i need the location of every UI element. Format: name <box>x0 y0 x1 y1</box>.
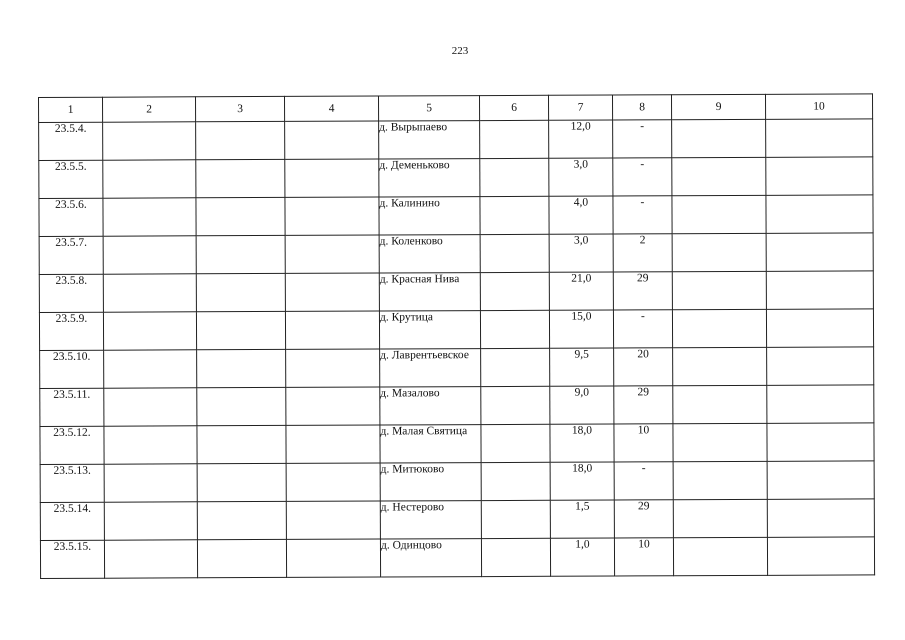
empty-cell <box>286 539 380 577</box>
empty-cell <box>672 119 766 157</box>
column-header-1: 1 <box>39 97 103 122</box>
empty-cell <box>286 501 380 539</box>
settlement-name: д. Коленково <box>379 235 480 273</box>
empty-cell <box>766 157 873 195</box>
row-number: 23.5.14. <box>40 502 104 540</box>
empty-cell <box>672 233 766 271</box>
empty-cell <box>286 425 380 463</box>
column-header-10: 10 <box>765 94 872 119</box>
empty-cell <box>103 274 196 312</box>
column-8-value: 2 <box>613 234 672 272</box>
row-number: 23.5.8. <box>39 274 103 312</box>
column-8-value: 10 <box>614 424 673 462</box>
table-row <box>40 461 874 503</box>
column-header-3: 3 <box>196 96 285 121</box>
settlements-table <box>38 93 875 579</box>
column-7-value: 3,0 <box>549 158 613 196</box>
column-7-value: 3,0 <box>549 234 613 272</box>
table-row <box>39 271 873 313</box>
empty-cell <box>197 349 286 387</box>
column-8-value: - <box>613 120 672 158</box>
empty-cell <box>286 387 380 425</box>
column-7-value: 18,0 <box>550 424 614 462</box>
column-8-value: - <box>614 462 673 500</box>
empty-cell <box>766 271 873 309</box>
empty-cell <box>672 309 766 347</box>
column-8-value: 29 <box>614 500 673 538</box>
empty-cell <box>104 540 197 578</box>
empty-cell <box>481 538 550 576</box>
settlement-name: д. Деменьково <box>379 159 480 197</box>
empty-cell <box>673 347 767 385</box>
column-header-6: 6 <box>479 95 548 120</box>
column-header-5: 5 <box>378 96 479 121</box>
empty-cell <box>196 197 285 235</box>
column-8-value: 29 <box>614 386 673 424</box>
empty-cell <box>196 273 285 311</box>
table-row <box>40 499 874 541</box>
empty-cell <box>103 312 196 350</box>
column-7-value: 1,5 <box>550 500 614 538</box>
column-7-value: 9,5 <box>550 348 614 386</box>
empty-cell <box>673 499 767 537</box>
column-header-2: 2 <box>103 97 196 122</box>
empty-cell <box>285 235 379 273</box>
row-number: 23.5.6. <box>39 198 103 236</box>
column-7-value: 18,0 <box>550 462 614 500</box>
row-number: 23.5.10. <box>40 350 104 388</box>
empty-cell <box>286 349 380 387</box>
column-8-value: 20 <box>614 348 673 386</box>
row-number: 23.5.9. <box>39 312 103 350</box>
empty-cell <box>104 388 197 426</box>
page-number: 223 <box>451 45 469 57</box>
table-row <box>39 157 873 199</box>
row-number: 23.5.7. <box>39 236 103 274</box>
empty-cell <box>197 539 286 577</box>
empty-cell <box>673 537 767 575</box>
column-header-4: 4 <box>284 96 378 121</box>
empty-cell <box>673 461 767 499</box>
empty-cell <box>104 350 197 388</box>
empty-cell <box>767 347 874 385</box>
empty-cell <box>672 157 766 195</box>
header-row <box>39 94 873 123</box>
empty-cell <box>196 159 285 197</box>
empty-cell <box>197 501 286 539</box>
column-7-value: 9,0 <box>550 386 614 424</box>
empty-cell <box>480 158 549 196</box>
empty-cell <box>197 387 286 425</box>
table-row <box>39 195 873 237</box>
empty-cell <box>767 537 874 575</box>
empty-cell <box>196 121 285 159</box>
table-row <box>39 233 873 275</box>
empty-cell <box>481 500 550 538</box>
row-number: 23.5.5. <box>39 160 103 198</box>
empty-cell <box>767 461 874 499</box>
settlement-name: д. Малая Святица <box>380 425 481 463</box>
empty-cell <box>196 311 285 349</box>
empty-cell <box>104 464 197 502</box>
table-row <box>39 309 873 351</box>
empty-cell <box>481 424 550 462</box>
table-row <box>40 347 874 389</box>
column-8-value: 29 <box>613 272 672 310</box>
column-7-value: 12,0 <box>549 120 613 158</box>
empty-cell <box>286 463 380 501</box>
column-header-7: 7 <box>548 95 612 120</box>
empty-cell <box>285 197 379 235</box>
empty-cell <box>103 198 196 236</box>
column-7-value: 21,0 <box>549 272 613 310</box>
empty-cell <box>104 502 197 540</box>
empty-cell <box>480 310 549 348</box>
empty-cell <box>767 423 874 461</box>
empty-cell <box>766 119 873 157</box>
settlement-name: д. Одинцово <box>380 539 481 577</box>
column-7-value: 1,0 <box>550 538 614 576</box>
empty-cell <box>673 423 767 461</box>
empty-cell <box>480 234 549 272</box>
empty-cell <box>103 236 196 274</box>
row-number: 23.5.15. <box>40 540 104 578</box>
empty-cell <box>103 160 196 198</box>
empty-cell <box>672 195 766 233</box>
empty-cell <box>481 462 550 500</box>
column-7-value: 4,0 <box>549 196 613 234</box>
settlement-name: д. Крутица <box>379 311 480 349</box>
column-header-9: 9 <box>671 94 765 119</box>
empty-cell <box>766 309 873 347</box>
row-number: 23.5.4. <box>39 122 103 160</box>
empty-cell <box>104 426 197 464</box>
table-row <box>40 385 874 427</box>
column-header-8: 8 <box>612 95 671 120</box>
empty-cell <box>480 196 549 234</box>
empty-cell <box>285 121 379 159</box>
settlement-name: д. Нестерово <box>380 501 481 539</box>
empty-cell <box>766 233 873 271</box>
empty-cell <box>197 463 286 501</box>
settlement-name: д. Калинино <box>379 197 480 235</box>
column-8-value: - <box>613 310 672 348</box>
table-row <box>40 537 874 579</box>
row-number: 23.5.13. <box>40 464 104 502</box>
settlement-name: д. Красная Нива <box>379 273 480 311</box>
empty-cell <box>767 499 874 537</box>
empty-cell <box>480 120 549 158</box>
row-number: 23.5.11. <box>40 388 104 426</box>
empty-cell <box>285 273 379 311</box>
empty-cell <box>481 386 550 424</box>
table-row <box>39 119 873 161</box>
row-number: 23.5.12. <box>40 426 104 464</box>
settlement-name: д. Вырыпаево <box>379 121 480 159</box>
empty-cell <box>196 235 285 273</box>
table-row <box>40 423 874 465</box>
column-8-value: - <box>613 158 672 196</box>
settlement-name: д. Мазалово <box>380 387 481 425</box>
empty-cell <box>672 271 766 309</box>
column-7-value: 15,0 <box>549 310 613 348</box>
empty-cell <box>767 385 874 423</box>
empty-cell <box>197 425 286 463</box>
column-8-value: 10 <box>614 538 673 576</box>
settlement-name: д. Митюково <box>380 463 481 501</box>
empty-cell <box>103 122 196 160</box>
empty-cell <box>480 272 549 310</box>
empty-cell <box>285 311 379 349</box>
empty-cell <box>673 385 767 423</box>
settlement-name: д. Лаврентьевское <box>380 349 481 387</box>
column-8-value: - <box>613 196 672 234</box>
empty-cell <box>285 159 379 197</box>
empty-cell <box>481 348 550 386</box>
empty-cell <box>766 195 873 233</box>
